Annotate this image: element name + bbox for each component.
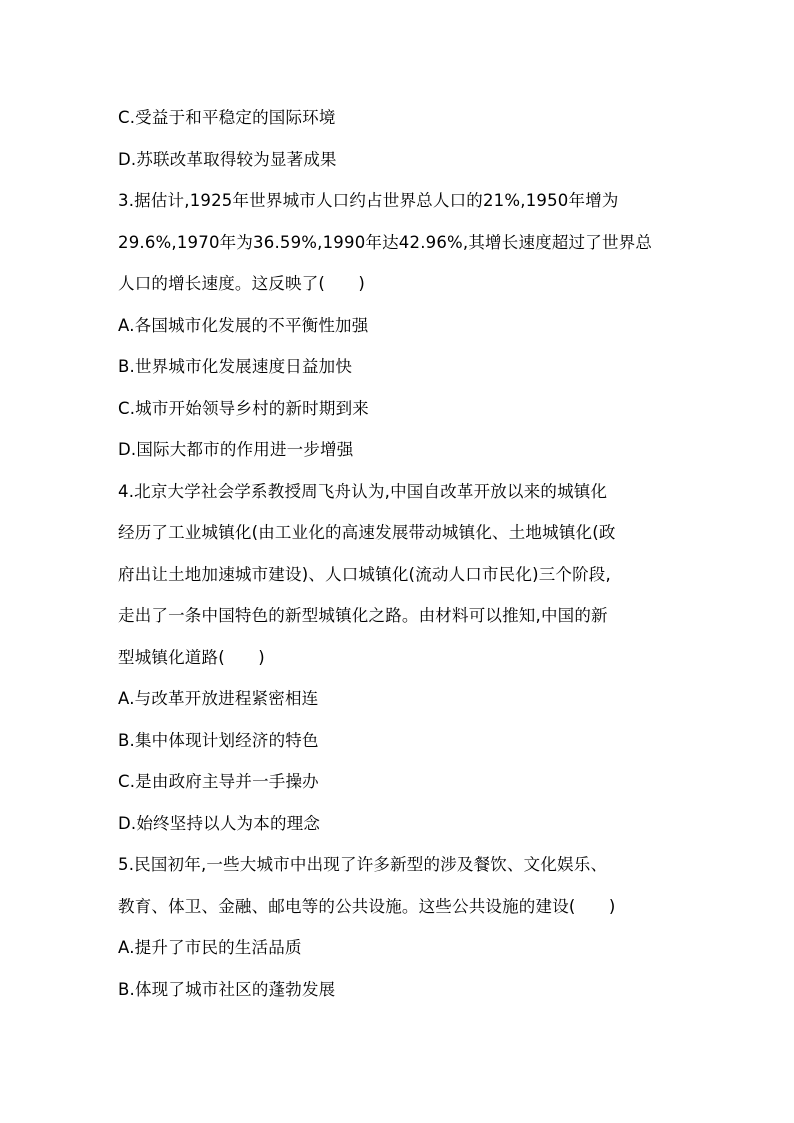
- q5-stem-line-2: 教育、体卫、金融、邮电等的公共设施。这些公共设施的建设( ): [118, 896, 616, 916]
- q4-stem-line-1: 4.北京大学社会学系教授周飞舟认为,中国自改革开放以来的城镇化: [118, 481, 608, 501]
- exam-page: [118, 97, 678, 1010]
- q3-stem-line-2: 29.6%,1970年为36.59%,1990年达42.96%,其增长速度超过了世界总: [118, 232, 653, 252]
- q3-option-b: B.世界城市化发展速度日益加快: [118, 357, 353, 376]
- q4-stem-line-5: 型城镇化道路( ): [118, 647, 265, 667]
- question-5: [118, 844, 678, 1010]
- q4-stem-line-2: 经历了工业城镇化(由工业化的高速发展带动城镇化、土地城镇化(政: [118, 523, 616, 542]
- q4-option-d: D.始终坚持以人为本的理念: [118, 813, 321, 833]
- q3-option-d: D.国际大都市的作用进一步增强: [118, 440, 354, 459]
- question-4: [118, 471, 678, 845]
- question-3: [118, 180, 678, 471]
- question-2-tail: [118, 97, 678, 180]
- q3-option-c: C.城市开始领导乡村的新时期到来: [118, 398, 369, 418]
- q5-option-b: B.体现了城市社区的蓬勃发展: [118, 979, 336, 999]
- q3-stem-line-1: 3.据估计,1925年世界城市人口约占世界总人口的21%,1950年增为: [118, 191, 619, 210]
- q4-stem-line-3: 府出让土地加速城市建设)、人口城镇化(流动人口市民化)三个阶段,: [118, 564, 611, 584]
- q2-option-d: D.苏联改革取得较为显著成果: [118, 149, 337, 169]
- q4-option-b: B.集中体现计划经济的特色: [118, 730, 319, 750]
- q4-option-a: A.与改革开放进程紧密相连: [118, 689, 319, 708]
- q4-option-c: C.是由政府主导并一手操办: [118, 772, 319, 791]
- q5-stem-line-1: 5.民国初年,一些大城市中出现了许多新型的涉及餐饮、文化娱乐、: [118, 855, 608, 874]
- q3-stem-line-3: 人口的增长速度。这反映了( ): [118, 274, 366, 293]
- q3-option-a: A.各国城市化发展的不平衡性加强: [118, 315, 369, 335]
- q2-option-c: C.受益于和平稳定的国际环境: [118, 108, 336, 127]
- q4-stem-line-4: 走出了一条中国特色的新型城镇化之路。由材料可以推知,中国的新: [118, 606, 608, 625]
- q5-option-a: A.提升了市民的生活品质: [118, 938, 302, 957]
